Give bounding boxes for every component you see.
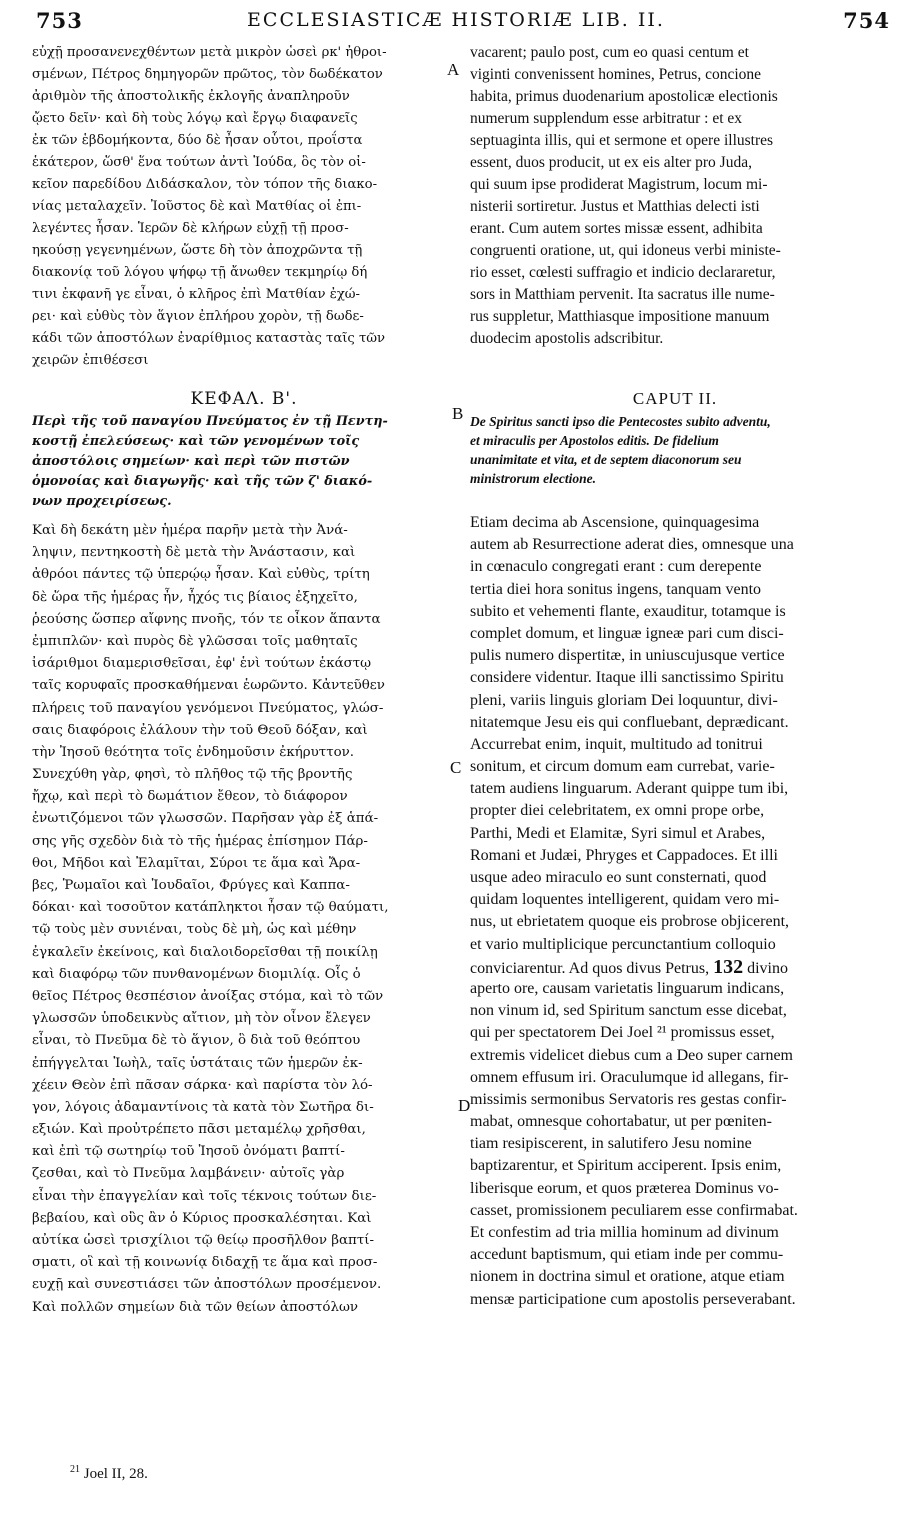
latin-text-line: nionem in doctrina simul et oratione, atque etiam [470,1268,785,1286]
greek-text-line: διακονίᾳ τοῦ λόγου ψήφῳ τῇ ἄνωθεν τεκμηρίῳ δή [32,265,368,280]
greek-chapter-summary [32,412,456,512]
latin-body-text [470,512,880,1311]
latin-text-line: autem ab Resurrectione aderat dies, omnesque una [470,536,794,554]
latin-text-line: propter diei celebritatem, ex omni prope orbe, [470,802,765,820]
latin-text-line: usque adeo miraculo eo sunt consternati, quod [470,869,767,886]
latin-text-line: quidam loquentes intelligerent, quidam vero mi- [470,891,780,909]
greek-text-line: τὴν Ἰησοῦ θεότητα τοῖς ἐνδημοῦσιν ἐκήρυττον. [32,744,355,760]
latin-text-line: habita, primus duodenarium apostolicæ electionis [470,88,778,105]
latin-text-line: subito et vehementi flante, exauditur, totamque is [470,602,786,620]
greek-text-line: δόκαι· καὶ τοσοῦτον κατάπληκτοι ἦσαν τῷ θαύματι, [32,900,389,916]
latin-text-line: baptizarentur, et Spiritum acciperent. Ipsis enim, [470,1157,782,1175]
latin-text-line: considere videntur. Itaque illi sanctissimo Spiritu [470,669,784,687]
latin-text-line: non vinum id, sed Spiritum sanctum esse dicebat, [470,1002,787,1020]
greek-text-line: ευχῇ καὶ συνεστιάσει τῶν ἀποστόλων προσέμενον. [32,1277,382,1293]
greek-text-line: σαις διαφόροις ἐλάλουν τὴν τοῦ Θεοῦ δόξαν, καὶ [32,722,368,738]
page-header [0,8,912,38]
greek-text-line: τῷ τοὺς μὲν συνιέναι, τοὺς δὲ μὴ, ὡς καὶ μέθην [32,922,357,938]
latin-text-line: mabat, omnesque cohortabatur, ut per pœniten- [470,1113,772,1131]
section-marker-d: D [458,1096,471,1115]
footnote-number: 21 [70,1464,80,1475]
latin-text-line: mensæ participatione cum apostolis perseverabant. [470,1290,796,1308]
greek-summary-line: κοστῇ ἐπελεύσεως· καὶ τῶν γενομένων τοῖς [32,434,360,449]
latin-text-line: qui suum ipse prodiderat Magistrum, locum mi- [470,176,768,193]
latin-text-line: Etiam decima ab Ascensione, quinquagesima [470,514,760,531]
greek-text-line: ἐγκαλεῖν ἐκείνοις, καὶ διαλοιδορεῖσθαι τῇ ποικίλῃ [32,944,378,960]
greek-text-line: θεῖος Πέτρος θεσπέσιον ἀνοίξας στόμα, καὶ τὸ τῶν [32,988,384,1004]
greek-text-line: ῥεούσης ὥσπερ αἴφνης πνοῆς, τόν τε οἶκον ἅπαντα [32,611,381,627]
greek-text-line: κάδι τῶν ἀποστόλων ἐναρίθμιος καταστὰς ταῖς τῶν [32,331,386,346]
latin-text-line: conviciarentur. Ad quos divus Petrus, 132 divino [470,955,788,978]
latin-summary-line: et miraculis per Apostolos editis. De fidelium [470,433,719,448]
latin-chapter-heading: CAPUT II. [632,389,718,408]
latin-inline-text: divino [743,959,788,977]
latin-text-line: Accurrebat enim, inquit, multitudo ad tonitrui [470,735,763,753]
latin-summary-line: ministrorum electione. [470,471,597,486]
greek-body-text [32,520,456,1319]
greek-text-line: θοι, Μῆδοι καὶ Ἐλαμῖται, Σύροι τε ἅμα καὶ Ἄρα- [32,855,361,871]
section-marker-a: A [447,60,460,79]
latin-text-line: tiam resipiscerent, in salutifero Jesu nomine [470,1135,752,1153]
greek-text-line: χέειν Θεὸν ἐπὶ πᾶσαν σάρκα· καὶ παρίστα τὸν λό- [32,1077,373,1093]
greek-text-line: σης γῆς σχεδὸν διὰ τὸ τῆς ἡμέρας ἐπίσημον Πάρ- [32,833,368,849]
greek-text-line: ἐμπιπλῶν· καὶ πυρὸς δὲ γλῶσσαι τοῖς μαθηταῖς [32,633,358,649]
greek-summary-line: Περὶ τῆς τοῦ παναγίου Πνεύματος ἐν τῇ Πεντη- [32,414,388,429]
latin-text-line: complet domum, et linguæ igneæ pari cum disci- [470,624,784,642]
greek-text-line: Καὶ πολλῶν σημείων διὰ τῶν θείων ἀποστόλων [32,1299,359,1315]
greek-text-line: σμένων, Πέτρος δημηγορῶν πρῶτος, τὸν δωδέκατον [32,67,383,82]
greek-text-line: ληψιν, πεντηκοστὴ δὲ μετὰ τὴν Ἀνάστασιν, καὶ [32,545,356,561]
latin-text-line: omnem effusum iri. Oraculumque id allegans, fir- [470,1068,789,1086]
greek-top-text [32,42,456,372]
greek-text-line: τινι ἐκφανῆ γε εἶναι, ὁ κλῆρος ἐπὶ Ματθίαν ἐχώ- [32,287,361,302]
greek-text-line: χειρῶν ἐπιθέσεσι [32,353,149,368]
greek-text-line: γον, λόγοις ἀδαμαντίνοις τὰ κατὰ τὸν Σωτῆρα δι- [32,1099,374,1115]
greek-text-line: ἐνωτιζόμενοι τῶν γλωσσῶν. Παρῆσαν γὰρ ἐξ ἁπά- [32,811,379,827]
latin-column [470,42,880,1311]
greek-chapter-heading: ΚΕΦΑΛ. Β'. [190,389,298,409]
greek-text-line: νίας μεταλαχεῖν. Ἰοῦστος δὲ καὶ Ματθίας οἱ ἐπι- [32,199,362,214]
latin-text-line: numerum supplendum esse arbitratur : et ex [470,110,743,127]
latin-text-line: pleni, variis linguis gloriam Dei loquuntur, divi- [470,691,778,709]
latin-text-line: extremis videlicet diebus cum a Deo super carnem [470,1046,793,1064]
greek-text-line: ἑκάτερον, ὥσθ' ἕνα τούτων ἀντὶ Ἰούδα, ὃς τὸν οἰ- [32,155,366,170]
greek-text-line: καὶ διαφόρῳ τῶν πυνθανομένων διομιλίᾳ. Οἷς ὁ [32,966,361,982]
latin-text-line: rus suppletur, Matthiasque impositione manuum [470,308,770,325]
greek-text-line: πλήρεις τοῦ παναγίου γενόμενοι Πνεύματος, γλώσ- [32,700,384,716]
greek-text-line: ηκούσῃ γεγενημένων, ὥστε δὴ τὸν ἀποχρῶντα τῇ [32,243,363,258]
latin-text-line: accedunt baptismum, qui etiam inde per commu- [470,1246,784,1264]
latin-text-line: nisterii sortiretur. Justus et Matthias delecti isti [470,198,760,215]
greek-text-line: σματι, οἳ καὶ τῇ κοινωνίᾳ διδαχῇ τε ἅμα καὶ προσ- [32,1255,378,1271]
greek-summary-line: νων προχειρίσεως. [32,494,172,509]
latin-text-line: sors in Matthiam pervenit. Ita sacratus ille nume- [470,286,775,303]
greek-text-line: ἐκ τῶν ἑβδομήκοντα, δύο δὲ ἦσαν οὗτοι, προΐστα [32,133,363,148]
latin-text-line: nitatemque Jesu eis qui confluebant, deprædicant. [470,713,789,731]
greek-text-line: εἶναι τὴν ἐπαγγελίαν καὶ τοῖς τέκνοις τούτων διε- [32,1188,377,1204]
latin-chapter-summary [470,412,880,488]
page-marker: 132 [713,955,744,978]
latin-text-line: septuaginta illis, qui et sermone et opere illustres [470,132,774,149]
latin-text-line: tertia diei hora sonitus ingens, tanquam vento [470,580,762,598]
running-head: ECCLESIASTICÆ HISTORIÆ LIB. II. [247,9,665,31]
latin-text-line: qui per spectatorem Dei Joel ²¹ promissus esset, [470,1024,775,1042]
latin-text-line: essent, duos producit, ut ex eis alter pro Juda, [470,154,752,171]
greek-text-line: ᾤετο δεῖν· καὶ δὴ τοὺς λόγῳ καὶ ἔργῳ διαφανεῖς [32,111,358,126]
latin-text-line: nus, ut ebrietatem quoque eis probrose objicerent, [470,913,790,931]
greek-text-line: Συνεχύθη γὰρ, φησὶ, τὸ πλῆθος τῷ τῆς βροντῆς [32,767,353,783]
latin-text-line: congruenti oratione, ut, qui idoneus verbi ministe- [470,242,781,259]
latin-text-line: Et confestim ad tria millia hominum ad divinum [470,1224,779,1241]
greek-text-line: κεῖον παρεδίδου Διδάσκαλον, τὸν τόπον τῆς διακο- [32,177,378,192]
latin-text-line: duodecim apostolis adscribitur. [470,330,664,347]
latin-text-line: vacarent; paulo post, cum eo quasi centum et [470,44,749,61]
latin-text-line: Romani et Judæi, Phryges et Cappadoces. Et illi [470,846,778,864]
page-number-left: 753 [36,8,83,33]
section-marker-b: B [452,404,464,423]
greek-text-line: ταῖς κορυφαῖς προσκαθήμεναι ἑωρῶντο. Κἀντεῦθεν [32,678,385,694]
footnote-text: Joel II, 28. [80,1466,148,1482]
greek-text-line: εἶναι, τὸ Πνεῦμα δὲ τὸ ἅγιον, ὃ διὰ τοῦ θεόπτου [32,1033,361,1049]
greek-summary-line: ὁμονοίας καὶ διαγωγῆς· καὶ τῆς τῶν ζ' διακό- [32,474,373,489]
greek-text-line: βεβαίου, καὶ οὓς ἂν ὁ Κύριος προσκαλέσηται. Καὶ [32,1210,372,1226]
latin-summary-line: unanimitate et vita, et de septem diaconorum seu [470,452,742,467]
page-number-right: 754 [843,8,890,33]
greek-text-line: γλωσσῶν ὑποδεικνὺς αἴτιον, μὴ τὸν οἶνον ἔλεγεν [32,1011,371,1027]
greek-column [32,42,456,1319]
latin-text-line: aperto ore, causam varietatis linguarum indicans, [470,979,785,997]
greek-text-line: αὐτίκα ὡσεὶ τρισχίλιοι τῷ θείῳ προσῆλθον βαπτί- [32,1233,375,1248]
latin-text-line: casset, promissionem peculiarem esse confirmabat. [470,1201,798,1219]
greek-text-line: δὲ ὥρα τῆς ἡμέρας ἦν, ἦχός τις βίαιος ἐξηχεῖτο, [32,589,358,605]
latin-text-line: sonitum, et circum domum eam currebat, varie- [470,758,775,776]
latin-text-line: Parthi, Medi et Elamitæ, Syri simul et Arabes, [470,824,766,842]
latin-top-text [470,42,880,350]
greek-text-line: εξιών. Καὶ προὐτρέπετο πᾶσι μεταμέλῳ χρῆσθαι, [32,1122,366,1138]
greek-text-line: ἐπήγγελται Ἰωὴλ, ταῖς ὑστάταις τῶν ἡμερῶν ἐκ- [32,1055,363,1071]
greek-text-line: ἀθρόοι πάντες τῷ ὑπερῴῳ ἦσαν. Καὶ εὐθὺς, τρίτη [32,567,370,583]
section-marker-c: C [450,758,462,777]
greek-text-line: ρει· καὶ εὐθὺς τὸν ἅγιον ἐπλήρου χορὸν, τῇ δωδε- [32,309,364,324]
latin-summary-line: De Spiritus sancti ipso die Pentecostes subito adventu, [470,414,771,429]
greek-text-line: Καὶ δὴ δεκάτη μὲν ἡμέρα παρῆν μετὰ τὴν Ἀνά- [32,523,348,538]
greek-text-line: ἰσάριθμοι διαμερισθεῖσαι, ἐφ' ἑνὶ τούτων ἑκάστῳ [32,656,372,672]
latin-text-line: erant. Cum autem sortes missæ essent, adhibita [470,220,763,237]
footnote [70,1464,148,1483]
latin-text-line: tatem audiens linguarum. Aderant quippe tum ibi, [470,780,789,798]
latin-text-line: pulis numero dispertitæ, in uniuscujusque vertice [470,647,785,665]
greek-text-line: λεγέντες ἦσαν. Ἱερῶν δὲ κλήρων εὐχῇ τῇ προσ- [32,221,349,236]
greek-text-line: εὐχῇ προσανενεχθέντων μετὰ μικρὸν ὡσεὶ ρκ' ἠθροι- [32,45,387,60]
latin-text-line: liberisque eorum, et quos præterea Dominus vo- [470,1179,779,1197]
latin-text-line: missimis sermonibus Servatoris res gestas confir- [470,1090,787,1108]
greek-text-line: βες, Ῥωμαῖοι καὶ Ἰουδαῖοι, Φρύγες καὶ Καππα- [32,878,350,893]
greek-text-line: ἀριθμὸν τῆς ἀποστολικῆς ἐκλογῆς ἀναπληροῦν [32,89,350,104]
latin-text-line: rio esset, cœlesti suffragio et indicio declararetur, [470,264,776,281]
greek-summary-line: ἀποστόλοις σημείων· καὶ περὶ τῶν πιστῶν [32,454,350,469]
latin-text-line: in cœnaculo congregati erant : cum derepente [470,558,762,576]
latin-text-line: viginti convenissent homines, Petrus, concione [470,66,762,83]
greek-text-line: ἤχῳ, καὶ περὶ τὸ δωμάτιον ἔθεον, τὸ διάφορον [32,789,348,805]
greek-text-line: καὶ ἐπὶ τῷ σωτηρίῳ τοῦ Ἰησοῦ ὀνόματι βαπτί- [32,1144,345,1160]
greek-text-line: ζεσθαι, καὶ τὸ Πνεῦμα λαμβάνειν· αὐτοῖς γὰρ [32,1166,345,1182]
latin-text-line: et vario multiplicique percunctantium colloquio [470,935,776,953]
